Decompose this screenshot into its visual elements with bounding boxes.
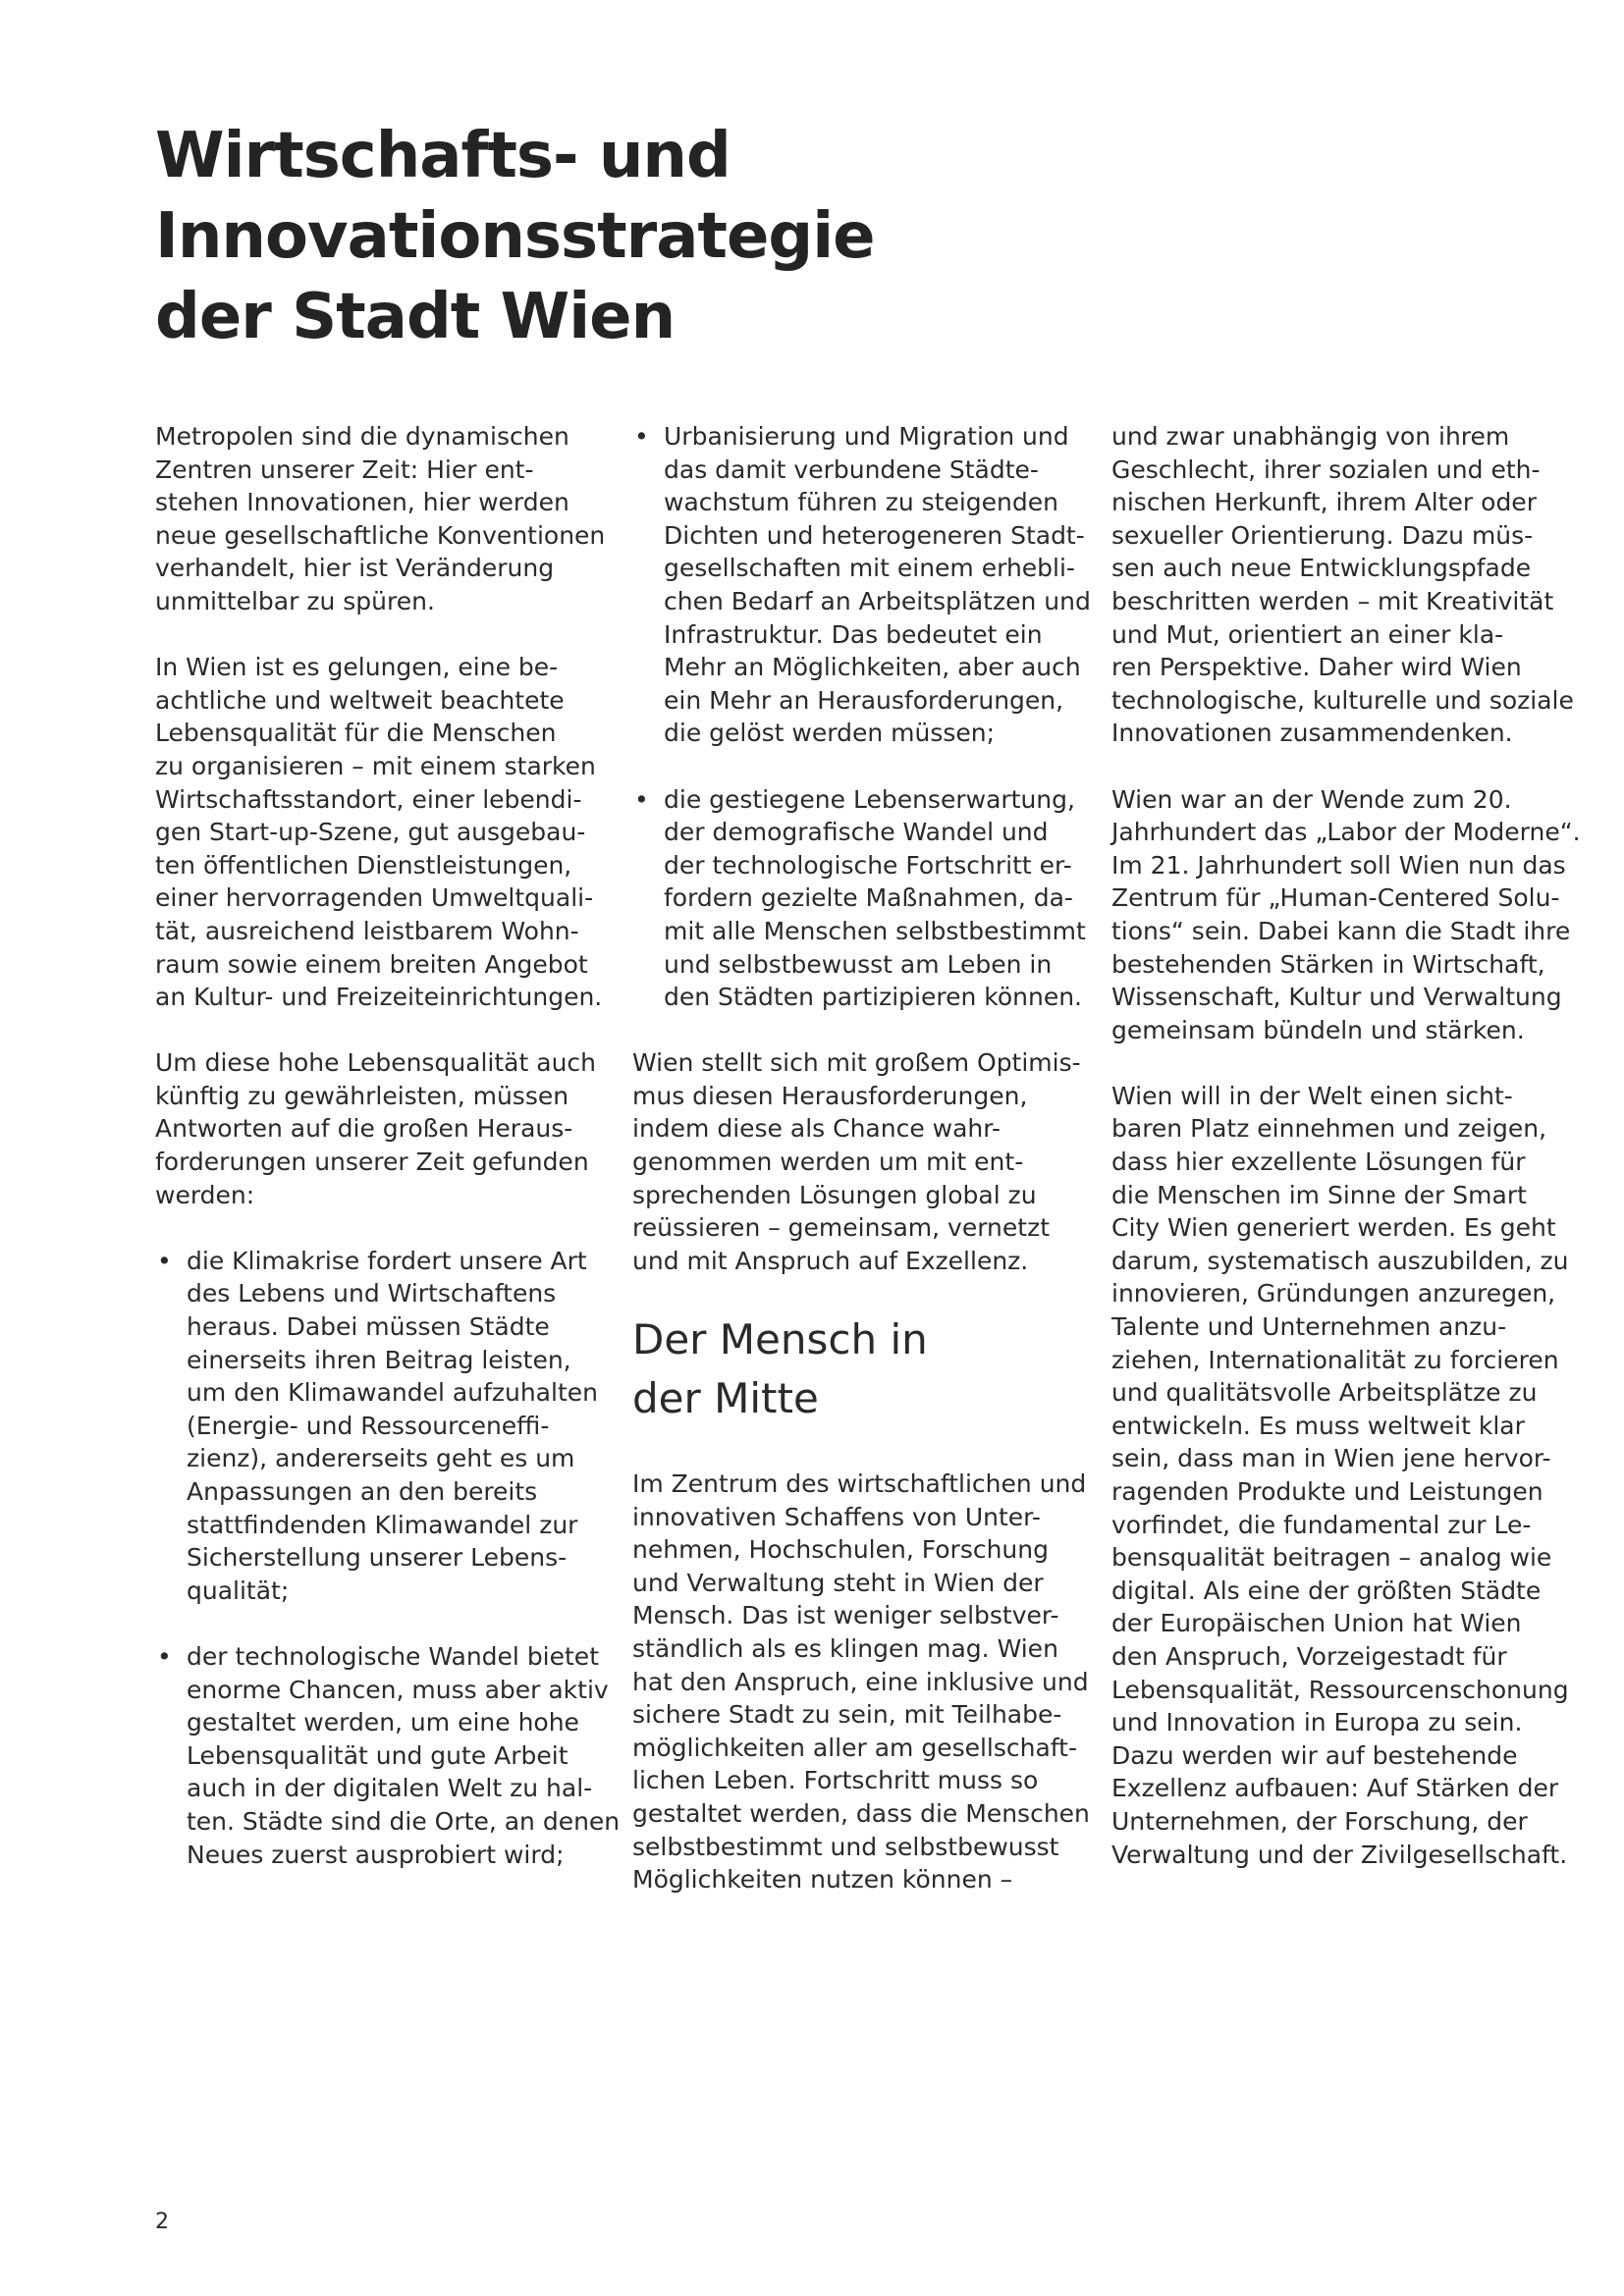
text-line: gestaltet werden, dass die Menschen: [632, 1798, 1090, 1828]
text-line: qualität;: [187, 1575, 290, 1605]
text-line: ren Perspektive. Daher wird Wien: [1111, 653, 1522, 682]
heading-line: Der Mensch in: [632, 1315, 928, 1364]
paragraph-human-centered: [632, 1468, 1094, 1896]
text-line: das damit verbundene Städte-: [664, 454, 1039, 484]
text-line: sprechenden Lösungen global zu: [632, 1180, 1037, 1209]
section-heading: [632, 1310, 1094, 1428]
text-line: Unternehmen, der Forschung, der: [1111, 1806, 1528, 1836]
paragraph-challenges: [155, 1046, 617, 1211]
text-line: gemeinsam bündeln und stärken.: [1111, 1015, 1525, 1044]
text-line: vorfindet, die fundamental zur Le-: [1111, 1510, 1532, 1539]
text-line: werden:: [155, 1180, 255, 1209]
text-line: verhandelt, hier ist Veränderung: [155, 554, 555, 583]
text-line: mit alle Menschen selbstbestimmt: [664, 916, 1086, 945]
text-line: Dazu werden wir auf bestehende: [1111, 1740, 1518, 1770]
text-line: Talente und Unternehmen anzu-: [1111, 1312, 1507, 1342]
text-line: künftig zu gewährleisten, müssen: [155, 1081, 569, 1110]
text-line: die Menschen im Sinne der Smart: [1111, 1180, 1527, 1209]
bullet-icon: •: [157, 1641, 172, 1671]
text-column-3: [1111, 420, 1581, 1904]
list-item-climate: [155, 1245, 617, 1608]
text-line: enorme Chancen, muss aber aktiv: [187, 1675, 609, 1704]
text-line: Lebensqualität, Ressourcenschonung: [1111, 1675, 1569, 1704]
text-line: des Lebens und Wirtschaftens: [187, 1279, 557, 1308]
text-line: Geschlecht, ihrer sozialen und eth-: [1111, 454, 1541, 484]
text-line: ein Mehr an Herausforderungen,: [664, 685, 1064, 715]
text-line: (Energie- und Ressourceneffi-: [187, 1411, 550, 1440]
text-line: genommen werden um mit ent-: [632, 1148, 1024, 1177]
text-line: der technologische Fortschritt er-: [664, 850, 1072, 880]
text-column-2: [632, 420, 1094, 1929]
paragraph-quality-of-life: [155, 651, 617, 1014]
text-column-1: [155, 420, 621, 1904]
text-line: die gestiegene Lebenserwartung,: [664, 784, 1075, 814]
text-line: sichere Stadt zu sein, mit Teilhabe-: [632, 1700, 1062, 1730]
text-line: heraus. Dabei müssen Städte: [187, 1312, 550, 1342]
text-line: gesellschaften mit einem erhebli-: [664, 554, 1075, 583]
text-line: innovieren, Gründungen anzuregen,: [1111, 1279, 1556, 1308]
text-line: lichen Leben. Fortschritt muss so: [632, 1766, 1039, 1795]
text-line: ten. Städte sind die Orte, an denen: [187, 1806, 621, 1836]
text-line: Anpassungen an den bereits: [187, 1477, 538, 1506]
text-line: ragenden Produkte und Leistungen: [1111, 1477, 1543, 1506]
text-line: Zentren unserer Zeit: Hier ent-: [155, 454, 534, 484]
text-line: und Verwaltung steht in Wien der: [632, 1568, 1044, 1597]
text-line: Neues zuerst ausprobiert wird;: [187, 1840, 565, 1869]
text-line: mus diesen Herausforderungen,: [632, 1081, 1028, 1110]
text-line: Zentrum für „Human-Centered Solu-: [1111, 883, 1560, 913]
text-line: die gelöst werden müssen;: [664, 719, 996, 748]
text-line: der technologische Wandel bietet: [187, 1641, 599, 1671]
text-line: den Anspruch, Vorzeigestadt für: [1111, 1641, 1507, 1671]
text-line: Wissenschaft, Kultur und Verwaltung: [1111, 983, 1562, 1012]
text-line: ten öffentlichen Dienstleistungen,: [155, 850, 572, 880]
text-line: an Kultur- und Freizeiteinrichtungen.: [155, 983, 603, 1012]
page-title: [155, 116, 1039, 357]
text-line: Jahrhundert das „Labor der Moderne“.: [1111, 818, 1581, 847]
text-line: forderungen unserer Zeit gefunden: [155, 1148, 589, 1177]
text-line: City Wien generiert werden. Es geht: [1111, 1213, 1556, 1243]
text-line: Um diese hohe Lebensqualität auch: [155, 1048, 596, 1078]
text-line: beschritten werden – mit Kreativität: [1111, 586, 1554, 615]
text-line: fordern gezielte Maßnahmen, da-: [664, 883, 1073, 913]
text-line: der Europäischen Union hat Wien: [1111, 1609, 1522, 1638]
text-line: der demografische Wandel und: [664, 818, 1049, 847]
paragraph-smart-city: [1111, 1080, 1573, 1871]
text-line: und Innovation in Europa zu sein.: [1111, 1708, 1523, 1737]
text-line: Mensch. Das ist weniger selbstver-: [632, 1601, 1059, 1630]
text-line: zienz), andererseits geht es um: [187, 1444, 575, 1473]
text-line: nischen Herkunft, ihrem Alter oder: [1111, 488, 1537, 517]
text-line: Dichten und heterogeneren Stadt-: [664, 520, 1085, 550]
text-line: Verwaltung und der Zivilgesellschaft.: [1111, 1840, 1568, 1869]
text-line: nehmen, Hochschulen, Forschung: [632, 1535, 1049, 1565]
text-line: Wien stellt sich mit großem Optimis-: [632, 1048, 1081, 1078]
text-line: gen Start-up-Szene, gut ausgebau-: [155, 818, 586, 847]
text-line: darum, systematisch auszubilden, zu: [1111, 1246, 1569, 1275]
text-line: dass hier exzellente Lösungen für: [1111, 1148, 1526, 1177]
text-line: wachstum führen zu steigenden: [664, 488, 1058, 517]
text-line: Infrastruktur. Das bedeutet ein: [664, 619, 1043, 649]
paragraph-modernity: [1111, 783, 1581, 1047]
bullet-icon: •: [634, 784, 649, 814]
text-line: Innovationen zusammendenken.: [1111, 719, 1513, 748]
list-item-technology: [155, 1640, 621, 1871]
text-line: raum sowie einem breiten Angebot: [155, 949, 588, 979]
bullet-icon: •: [634, 422, 649, 451]
text-line: und selbstbewusst am Leben in: [664, 949, 1053, 979]
text-line: sexueller Orientierung. Dazu müs-: [1111, 520, 1534, 550]
title-line: Wirtschafts- und: [155, 120, 731, 192]
text-line: tions“ sein. Dabei kann die Stadt ihre: [1111, 916, 1571, 945]
text-line: und Mut, orientiert an einer kla-: [1111, 619, 1504, 649]
text-line: ständlich als es klingen mag. Wien: [632, 1634, 1058, 1663]
text-line: Lebensqualität für die Menschen: [155, 719, 557, 748]
text-line: reüssieren – gemeinsam, vernetzt: [632, 1213, 1051, 1243]
text-line: selbstbestimmt und selbstbewusst: [632, 1832, 1059, 1861]
text-line: bestehenden Stärken in Wirtschaft,: [1111, 949, 1545, 979]
text-line: neue gesellschaftliche Konventionen: [155, 520, 606, 550]
text-line: bensqualität beitragen – analog wie: [1111, 1543, 1552, 1573]
text-line: zu organisieren – mit einem starken: [155, 751, 596, 780]
text-line: Urbanisierung und Migration und: [664, 422, 1069, 451]
paragraph-intro: [155, 420, 617, 618]
text-line: und qualitätsvolle Arbeitsplätze zu: [1111, 1378, 1538, 1408]
text-line: möglichkeiten aller am gesellschaft-: [632, 1733, 1077, 1762]
text-line: sen auch neue Entwicklungspfade: [1111, 554, 1532, 583]
text-line: Im Zentrum des wirtschaftlichen und: [632, 1469, 1087, 1499]
text-line: innovativen Schaffens von Unter-: [632, 1502, 1041, 1531]
paragraph-inclusion: [1111, 420, 1573, 750]
page-number: 2: [155, 2210, 169, 2234]
bullet-icon: •: [157, 1246, 172, 1275]
text-line: stattfindenden Klimawandel zur: [187, 1510, 578, 1539]
text-line: hat den Anspruch, eine inklusive und: [632, 1667, 1089, 1696]
text-line: Mehr an Möglichkeiten, aber auch: [664, 653, 1081, 682]
bullet-list: [155, 1245, 621, 1871]
paragraph-optimism: [632, 1046, 1094, 1277]
text-line: ziehen, Internationalität zu forcieren: [1111, 1345, 1559, 1374]
text-line: unmittelbar zu spüren.: [155, 586, 435, 615]
text-line: stehen Innovationen, hier werden: [155, 488, 569, 517]
title-line: Innovationsstrategie: [155, 200, 875, 273]
text-line: Möglichkeiten nutzen können –: [632, 1865, 1013, 1895]
text-line: um den Klimawandel aufzuhalten: [187, 1378, 598, 1408]
heading-line: der Mitte: [632, 1374, 819, 1423]
text-line: indem diese als Chance wahr-: [632, 1114, 1001, 1144]
text-line: Lebensqualität und gute Arbeit: [187, 1740, 568, 1770]
text-line: und mit Anspruch auf Exzellenz.: [632, 1246, 1029, 1275]
list-item-life-expectancy: [632, 783, 1094, 1014]
text-line: baren Platz einnehmen und zeigen,: [1111, 1114, 1547, 1144]
text-line: auch in der digitalen Welt zu hal-: [187, 1774, 593, 1803]
text-line: Wien war an der Wende zum 20.: [1111, 784, 1512, 814]
text-line: Wien will in der Welt einen sicht-: [1111, 1081, 1513, 1110]
text-line: tät, ausreichend leistbarem Wohn-: [155, 916, 579, 945]
text-line: Antworten auf die großen Heraus-: [155, 1114, 573, 1144]
text-line: technologische, kulturelle und soziale: [1111, 685, 1574, 715]
text-line: den Städten partizipieren können.: [664, 983, 1083, 1012]
list-item-urbanisation: [632, 420, 1094, 750]
text-line: die Klimakrise fordert unsere Art: [187, 1246, 587, 1275]
text-line: Metropolen sind die dynamischen: [155, 422, 569, 451]
text-line: Im 21. Jahrhundert soll Wien nun das: [1111, 850, 1566, 880]
title-line: der Stadt Wien: [155, 281, 676, 353]
text-line: achtliche und weltweit beachtete: [155, 685, 565, 715]
text-line: und zwar unabhängig von ihrem: [1111, 422, 1510, 451]
text-line: entwickeln. Es muss weltweit klar: [1111, 1411, 1525, 1440]
text-line: digital. Als eine der größten Städte: [1111, 1575, 1542, 1605]
text-line: Exzellenz aufbauen: Auf Stärken der: [1111, 1774, 1559, 1803]
text-line: einer hervorragenden Umweltquali-: [155, 883, 594, 913]
text-line: Wirtschaftsstandort, einer lebendi-: [155, 784, 582, 814]
text-line: Sicherstellung unserer Lebens-: [187, 1543, 568, 1573]
bullet-list: [632, 420, 1094, 1014]
text-line: chen Bedarf an Arbeitsplätzen und: [664, 586, 1091, 615]
text-line: In Wien ist es gelungen, eine be-: [155, 653, 559, 682]
text-line: sein, dass man in Wien jene hervor-: [1111, 1444, 1551, 1473]
text-line: gestaltet werden, um eine hohe: [187, 1708, 579, 1737]
text-line: einerseits ihren Beitrag leisten,: [187, 1345, 571, 1374]
